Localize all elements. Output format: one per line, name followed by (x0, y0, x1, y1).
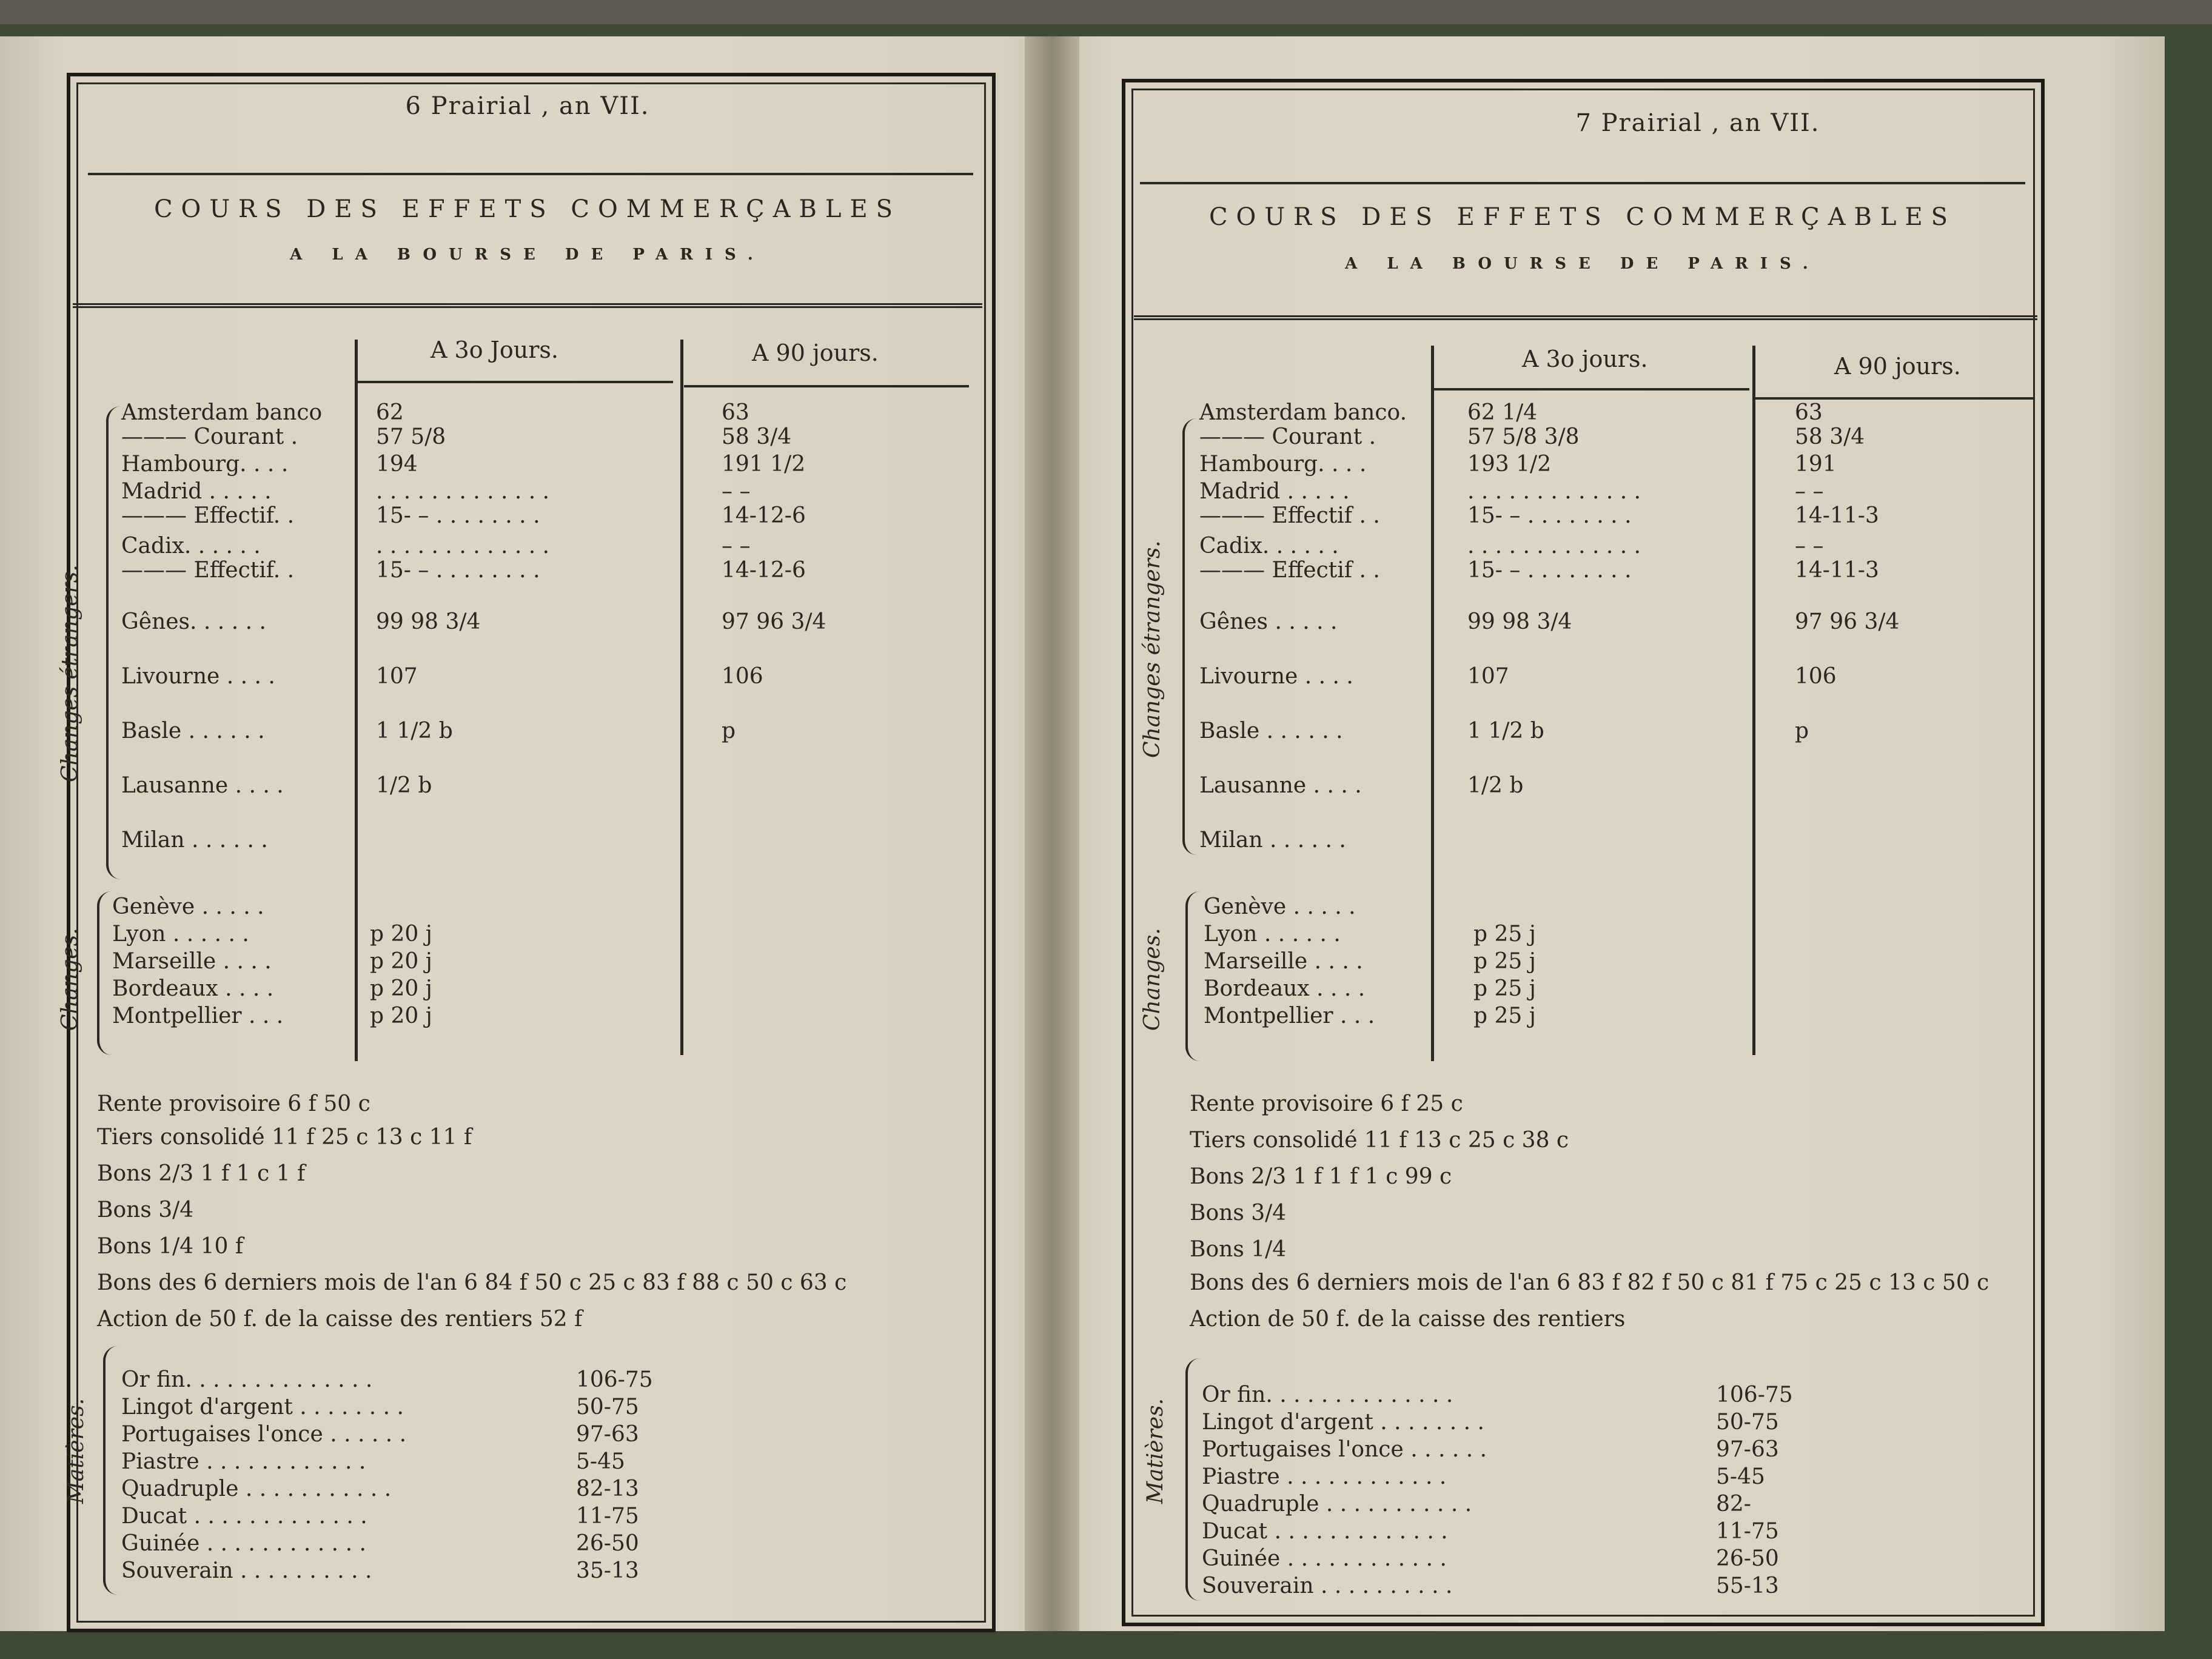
right-domestic-value: p 25 j (1473, 1004, 1536, 1028)
left-head-rule (88, 173, 973, 175)
left-rente-line: Action de 50 f. de la caisse des rentiers 52 f (97, 1307, 583, 1332)
left-title-rule (73, 303, 982, 308)
right-row-30-jours: 1/2 b (1467, 773, 1524, 798)
left-metal-label: Portugaises l'once . . . . . . (121, 1422, 407, 1447)
right-row-90-jours: 191 (1795, 452, 1837, 477)
right-row-label: ——— Courant . (1199, 424, 1376, 449)
right-row-90-jours: 106 (1795, 664, 1837, 689)
left-row-30-jours: 1/2 b (376, 773, 432, 798)
left-rente-line: Bons 3/4 (97, 1198, 194, 1222)
right-domestic-label: Genève . . . . . (1204, 894, 1356, 919)
right-row-90-jours: 14-11-3 (1795, 503, 1879, 528)
right-row-30-jours: 15- – . . . . . . . . (1467, 503, 1632, 528)
right-row-30-jours: 1 1/2 b (1467, 719, 1544, 743)
right-row-30-jours: . . . . . . . . . . . . . (1467, 534, 1641, 558)
left-row-30-jours: 1 1/2 b (376, 719, 453, 743)
left-domestic-value: p 20 j (370, 922, 432, 947)
left-row-90-jours: 191 1/2 (722, 452, 806, 477)
left-row-30-jours: 107 (376, 664, 418, 689)
left-col1-head: A 3o Jours. (431, 337, 558, 363)
left-row-30-jours: 57 5/8 (376, 424, 446, 449)
left-col2-head: A 90 jours. (752, 340, 879, 366)
left-foreign-brace (106, 406, 124, 879)
left-row-90-jours: – – (722, 479, 751, 504)
left-metal-value: 50-75 (576, 1395, 639, 1419)
right-row-30-jours: 193 1/2 (1467, 452, 1552, 477)
right-row-90-jours: 58 3/4 (1795, 424, 1865, 449)
left-row-30-jours: . . . . . . . . . . . . . (376, 479, 550, 504)
left-row-label: Cadix. . . . . . (121, 534, 261, 558)
left-row-90-jours: 14-12-6 (722, 558, 806, 583)
right-title-rule (1134, 315, 2037, 320)
right-domestic-brace (1185, 891, 1204, 1061)
right-row-label: Gênes . . . . . (1199, 609, 1338, 634)
right-metal-label: Ducat . . . . . . . . . . . . . (1202, 1519, 1448, 1544)
right-metals-brace (1185, 1358, 1204, 1601)
left-row-label: Amsterdam banco (121, 400, 323, 425)
right-row-90-jours: 97 96 3/4 (1795, 609, 1900, 634)
left-rente-line: Rente provisoire 6 f 50 c (97, 1091, 370, 1116)
right-row-30-jours: 107 (1467, 664, 1509, 689)
right-rente-line: Action de 50 f. de la caisse des rentiers (1190, 1307, 1626, 1332)
right-metal-value: 26-50 (1716, 1546, 1779, 1571)
right-col2-head-rule (1755, 397, 2034, 400)
left-domestic-label: Bordeaux . . . . (112, 976, 274, 1001)
left-row-label: Hambourg. . . . (121, 452, 289, 477)
right-row-90-jours: – – (1795, 479, 1824, 504)
right-domestic-label: Bordeaux . . . . (1204, 976, 1366, 1001)
left-metal-value: 11-75 (576, 1504, 639, 1529)
left-row-label: Gênes. . . . . . (121, 609, 266, 634)
right-row-label: Amsterdam banco. (1199, 400, 1407, 425)
left-row-90-jours: 97 96 3/4 (722, 609, 826, 634)
left-row-90-jours: 63 (722, 400, 749, 425)
right-row-30-jours: 62 1/4 (1467, 400, 1538, 425)
right-row-label: Madrid . . . . . (1199, 479, 1350, 504)
right-domestic-value: p 25 j (1473, 949, 1536, 974)
book-gutter (1025, 36, 1079, 1631)
right-group-foreign: Changes étrangers. (1140, 540, 1165, 758)
left-row-label: Lausanne . . . . (121, 773, 284, 798)
left-metal-label: Souverain . . . . . . . . . . (121, 1558, 372, 1583)
left-row-label: ——— Effectif. . (121, 558, 295, 583)
right-subtitle: A LA BOURSE DE PARIS. (1345, 255, 1820, 273)
right-metal-label: Portugaises l'once . . . . . . (1202, 1437, 1487, 1462)
right-row-90-jours: p (1795, 719, 1809, 743)
left-col1-head-rule (358, 381, 673, 383)
right-row-label: Milan . . . . . . (1199, 828, 1346, 853)
left-rente-line: Tiers consolidé 11 f 25 c 13 c 11 f (97, 1125, 472, 1150)
right-row-label: Hambourg. . . . (1199, 452, 1367, 477)
right-metal-value: 55-13 (1716, 1574, 1779, 1598)
right-metal-label: Or fin. . . . . . . . . . . . . . (1202, 1382, 1453, 1407)
right-metal-value: 82- (1716, 1492, 1751, 1517)
right-foreign-brace (1182, 418, 1201, 855)
right-rente-line: Bons des 6 derniers mois de l'an 6 83 f 82 f 50 c 81 f 75 c 25 c 13 c 50 c (1190, 1270, 1989, 1295)
left-row-label: Milan . . . . . . (121, 828, 268, 853)
right-domestic-label: Marseille . . . . (1204, 949, 1363, 974)
right-row-label: Cadix. . . . . . (1199, 534, 1339, 558)
left-metal-value: 106-75 (576, 1367, 653, 1392)
right-row-label: Livourne . . . . (1199, 664, 1353, 689)
left-group-foreign: Changes étrangers. (58, 565, 82, 782)
right-domestic-label: Lyon . . . . . . (1204, 922, 1341, 947)
left-rente-line: Bons des 6 derniers mois de l'an 6 84 f 50 c 25 c 83 f 88 c 50 c 63 c (97, 1270, 847, 1295)
left-row-30-jours: 15- – . . . . . . . . (376, 503, 540, 528)
right-row-90-jours: 63 (1795, 400, 1823, 425)
right-rente-line: Bons 1/4 (1190, 1237, 1287, 1262)
right-metal-label: Lingot d'argent . . . . . . . . (1202, 1410, 1484, 1435)
left-row-30-jours: 194 (376, 452, 418, 477)
left-rente-line: Bons 2/3 1 f 1 c 1 f (97, 1161, 306, 1186)
left-row-30-jours: 99 98 3/4 (376, 609, 481, 634)
right-group-domestic: Changes. (1140, 928, 1165, 1031)
left-col2-divider (680, 340, 683, 1055)
right-row-30-jours: 99 98 3/4 (1467, 609, 1572, 634)
left-group-domestic: Changes. (58, 928, 82, 1031)
right-running-head: 7 Prairial , an VII. (1575, 109, 1820, 137)
right-row-label: Lausanne . . . . (1199, 773, 1362, 798)
left-domestic-label: Marseille . . . . (112, 949, 272, 974)
right-metal-value: 50-75 (1716, 1410, 1779, 1435)
left-row-label: Basle . . . . . . (121, 719, 265, 743)
left-row-90-jours: – – (722, 534, 751, 558)
left-metal-label: Quadruple . . . . . . . . . . . (121, 1476, 392, 1501)
left-metal-label: Guinée . . . . . . . . . . . . (121, 1531, 366, 1556)
right-row-30-jours: 57 5/8 3/8 (1467, 424, 1580, 449)
left-metal-label: Or fin. . . . . . . . . . . . . . (121, 1367, 373, 1392)
left-rente-line: Bons 1/4 10 f (97, 1234, 244, 1259)
right-row-label: ——— Effectif . . (1199, 503, 1380, 528)
left-row-label: Madrid . . . . . (121, 479, 272, 504)
left-metal-value: 82-13 (576, 1476, 639, 1501)
right-metal-value: 11-75 (1716, 1519, 1779, 1544)
right-metal-value: 97-63 (1716, 1437, 1779, 1462)
left-metal-value: 35-13 (576, 1558, 639, 1583)
right-row-label: ——— Effectif . . (1199, 558, 1380, 583)
right-col1-head: A 3o jours. (1522, 346, 1648, 372)
right-metal-label: Quadruple . . . . . . . . . . . (1202, 1492, 1472, 1517)
left-metal-label: Ducat . . . . . . . . . . . . . (121, 1504, 367, 1529)
left-running-head: 6 Prairial , an VII. (405, 92, 650, 120)
left-row-label: ——— Effectif. . (121, 503, 295, 528)
left-domestic-label: Lyon . . . . . . (112, 922, 249, 947)
left-metal-value: 97-63 (576, 1422, 639, 1447)
left-row-label: ——— Courant . (121, 424, 298, 449)
right-domestic-value: p 25 j (1473, 922, 1536, 947)
left-metal-value: 5-45 (576, 1449, 625, 1474)
left-metals-brace (103, 1346, 121, 1595)
left-col1-divider (355, 340, 358, 1061)
left-row-90-jours: 106 (722, 664, 763, 689)
right-head-rule (1140, 182, 2025, 184)
right-title: COURS DES EFFETS COMMERÇABLES (1208, 203, 1957, 231)
left-row-90-jours: p (722, 719, 736, 743)
right-col2-head: A 90 jours. (1834, 353, 1961, 380)
right-metal-label: Guinée . . . . . . . . . . . . (1202, 1546, 1447, 1571)
right-col2-divider (1752, 346, 1755, 1055)
left-metal-label: Lingot d'argent . . . . . . . . (121, 1395, 404, 1419)
right-row-label: Basle . . . . . . (1199, 719, 1343, 743)
left-row-label: Livourne . . . . (121, 664, 275, 689)
left-metal-label: Piastre . . . . . . . . . . . . (121, 1449, 366, 1474)
right-rente-line: Rente provisoire 6 f 25 c (1190, 1091, 1463, 1116)
right-group-metals: Matières. (1143, 1398, 1168, 1504)
left-metal-value: 26-50 (576, 1531, 639, 1556)
right-rente-line: Tiers consolidé 11 f 13 c 25 c 38 c (1190, 1128, 1569, 1153)
left-domestic-value: p 20 j (370, 976, 432, 1001)
left-domestic-value: p 20 j (370, 949, 432, 974)
right-rente-line: Bons 3/4 (1190, 1201, 1287, 1225)
left-row-90-jours: 14-12-6 (722, 503, 806, 528)
right-domestic-value: p 25 j (1473, 976, 1536, 1001)
right-metal-value: 106-75 (1716, 1382, 1793, 1407)
right-col1-head-rule (1434, 388, 1749, 390)
left-row-30-jours: 15- – . . . . . . . . (376, 558, 540, 583)
left-title: COURS DES EFFETS COMMERÇABLES (153, 195, 902, 223)
left-domestic-label: Montpellier . . . (112, 1004, 284, 1028)
right-row-90-jours: – – (1795, 534, 1824, 558)
left-row-30-jours: 62 (376, 400, 404, 425)
right-domestic-label: Montpellier . . . (1204, 1004, 1375, 1028)
right-metal-label: Piastre . . . . . . . . . . . . (1202, 1464, 1447, 1489)
right-col1-divider (1431, 346, 1434, 1061)
right-row-30-jours: 15- – . . . . . . . . (1467, 558, 1632, 583)
left-row-30-jours: . . . . . . . . . . . . . (376, 534, 550, 558)
left-domestic-label: Genève . . . . . (112, 894, 264, 919)
right-row-90-jours: 14-11-3 (1795, 558, 1879, 583)
left-subtitle: A LA BOURSE DE PARIS. (290, 246, 765, 264)
left-group-metals: Matières. (64, 1398, 89, 1504)
right-metal-label: Souverain . . . . . . . . . . (1202, 1574, 1453, 1598)
right-row-30-jours: . . . . . . . . . . . . . (1467, 479, 1641, 504)
right-metal-value: 5-45 (1716, 1464, 1765, 1489)
left-col2-head-rule (684, 385, 969, 387)
left-row-90-jours: 58 3/4 (722, 424, 792, 449)
right-rente-line: Bons 2/3 1 f 1 f 1 c 99 c (1190, 1164, 1452, 1189)
left-domestic-value: p 20 j (370, 1004, 432, 1028)
